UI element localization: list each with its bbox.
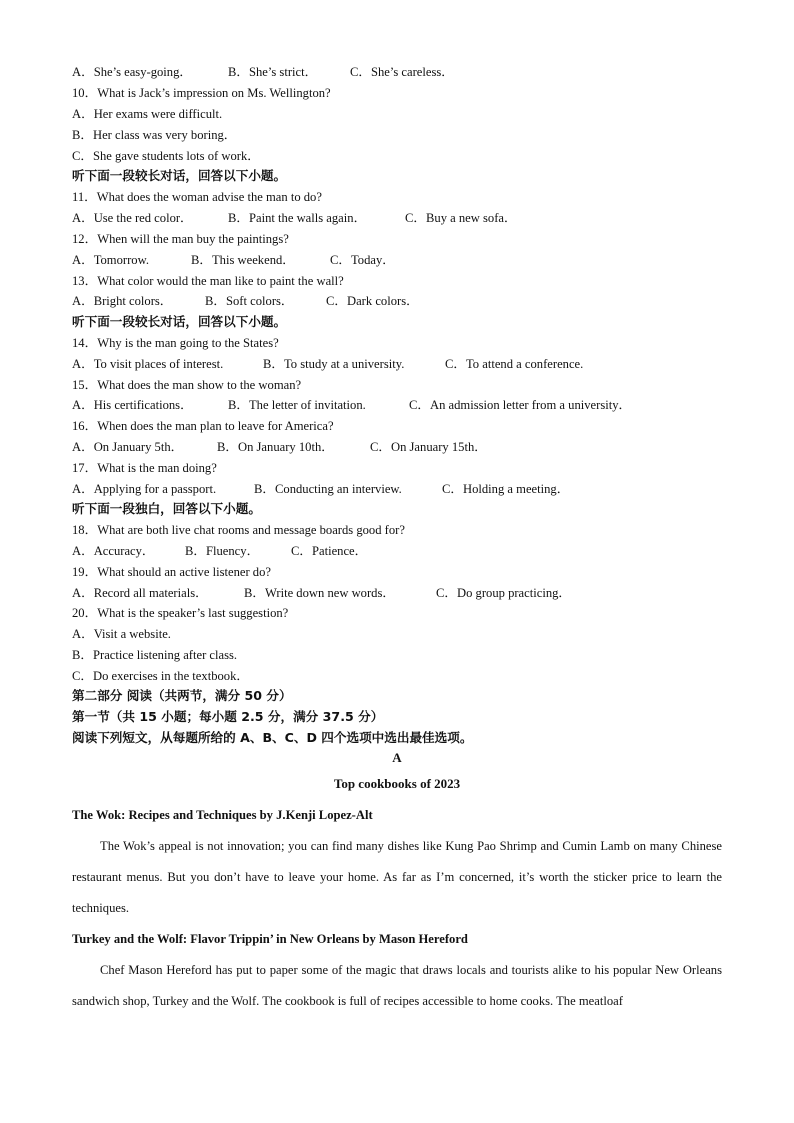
option-c: C．An admission letter from a university． bbox=[409, 398, 632, 412]
option-b: B．Soft colors． bbox=[205, 294, 294, 308]
option-c: C．She’s careless． bbox=[350, 65, 454, 79]
book1-paragraph: The Wok’s appeal is not innovation; you can find many dishes like Kung Pao Shrimp and Cumin Lamb on many Chinese restaurant menus. But you don’t have to leave your home. As far as I’m concerned, it’s worth the sticker price to learn the techniques. bbox=[72, 839, 722, 915]
section-instruction: 听下面一段较长对话，回答以下小题。 bbox=[72, 168, 287, 183]
option-a: A．Accuracy． bbox=[72, 544, 155, 558]
question-line: 14．Why is the man going to the States? bbox=[72, 336, 279, 350]
option-a: A．Applying for a passport. bbox=[72, 482, 217, 496]
option-a: A．Record all materials． bbox=[72, 586, 208, 600]
question-line: 19．What should an active listener do? bbox=[72, 565, 271, 579]
option-b: B．To study at a university. bbox=[263, 357, 405, 371]
question-line: 18．What are both live chat rooms and message boards good for? bbox=[72, 523, 405, 537]
option-b: B．She’s strict． bbox=[228, 65, 318, 79]
option-c: C．On January 15th． bbox=[370, 440, 487, 454]
option-c: C．Patience． bbox=[291, 544, 368, 558]
section-instruction: 第一节（共 15 小题；每小题 2.5 分，满分 37.5 分） bbox=[72, 709, 384, 724]
option-b: B．On January 10th． bbox=[217, 440, 334, 454]
question-line: 20．What is the speaker’s last suggestion? bbox=[72, 606, 289, 620]
passage-title: Top cookbooks of 2023 bbox=[333, 776, 461, 791]
question-line: A．Visit a website. bbox=[72, 627, 171, 641]
section-instruction: 听下面一段较长对话，回答以下小题。 bbox=[72, 314, 287, 329]
passage-letter: A bbox=[392, 750, 402, 765]
section-instruction: 听下面一段独白，回答以下小题。 bbox=[72, 501, 261, 516]
option-a: A．She’s easy-going． bbox=[72, 65, 192, 79]
option-a: A．Tomorrow. bbox=[72, 253, 150, 267]
book2-paragraph: Chef Mason Hereford has put to paper some of the magic that draws locals and tourists alike to his popular New Orleans sandwich shop, Turkey and the Wolf. The cookbook is full of recipes accessible to home cooks. The meatloaf bbox=[72, 963, 722, 1008]
option-a: A．To visit places of interest. bbox=[72, 357, 224, 371]
option-a: A．On January 5th． bbox=[72, 440, 184, 454]
question-line: C．Do exercises in the textbook． bbox=[72, 669, 249, 683]
option-c: C．Do group practicing． bbox=[436, 586, 572, 600]
option-c: C．Today． bbox=[330, 253, 395, 267]
option-b: B．Fluency． bbox=[185, 544, 260, 558]
option-b: B．Conducting an interview. bbox=[254, 482, 402, 496]
question-line: 11．What does the woman advise the man to do? bbox=[72, 190, 322, 204]
option-c: C．To attend a conference. bbox=[445, 357, 584, 371]
option-a: A．His certifications． bbox=[72, 398, 193, 412]
option-c: C．Holding a meeting． bbox=[442, 482, 570, 496]
question-line: 12．When will the man buy the paintings? bbox=[72, 232, 289, 246]
question-line: 16．When does the man plan to leave for America? bbox=[72, 419, 334, 433]
question-line: C．She gave students lots of work． bbox=[72, 149, 260, 163]
option-b: B．Write down new words． bbox=[244, 586, 395, 600]
option-b: B．This weekend． bbox=[191, 253, 295, 267]
question-line: B．Her class was very boring． bbox=[72, 128, 237, 142]
question-line: 17．What is the man doing? bbox=[72, 461, 217, 475]
section-instruction: 第二部分 阅读（共两节，满分 50 分） bbox=[72, 688, 292, 703]
question-line: A．Her exams were difficult. bbox=[72, 107, 223, 121]
book2-heading: Turkey and the Wolf: Flavor Trippin’ in New Orleans by Mason Hereford bbox=[72, 932, 468, 946]
option-c: C．Buy a new sofa． bbox=[405, 211, 517, 225]
section-instruction: 阅读下列短文，从每题所给的 A、B、C、D 四个选项中选出最佳选项。 bbox=[72, 730, 473, 745]
option-b: B．The letter of invitation. bbox=[228, 398, 366, 412]
question-line: 13．What color would the man like to paint the wall? bbox=[72, 274, 344, 288]
question-line: 15．What does the man show to the woman? bbox=[72, 378, 302, 392]
option-c: C．Dark colors． bbox=[326, 294, 419, 308]
question-line: 10．What is Jack’s impression on Ms. Wellington? bbox=[72, 86, 331, 100]
option-a: A．Use the red color． bbox=[72, 211, 193, 225]
option-b: B．Paint the walls again． bbox=[228, 211, 367, 225]
option-a: A．Bright colors． bbox=[72, 294, 173, 308]
book1-heading: The Wok: Recipes and Techniques by J.Kenji Lopez-Alt bbox=[72, 808, 373, 822]
question-line: B．Practice listening after class. bbox=[72, 648, 238, 662]
